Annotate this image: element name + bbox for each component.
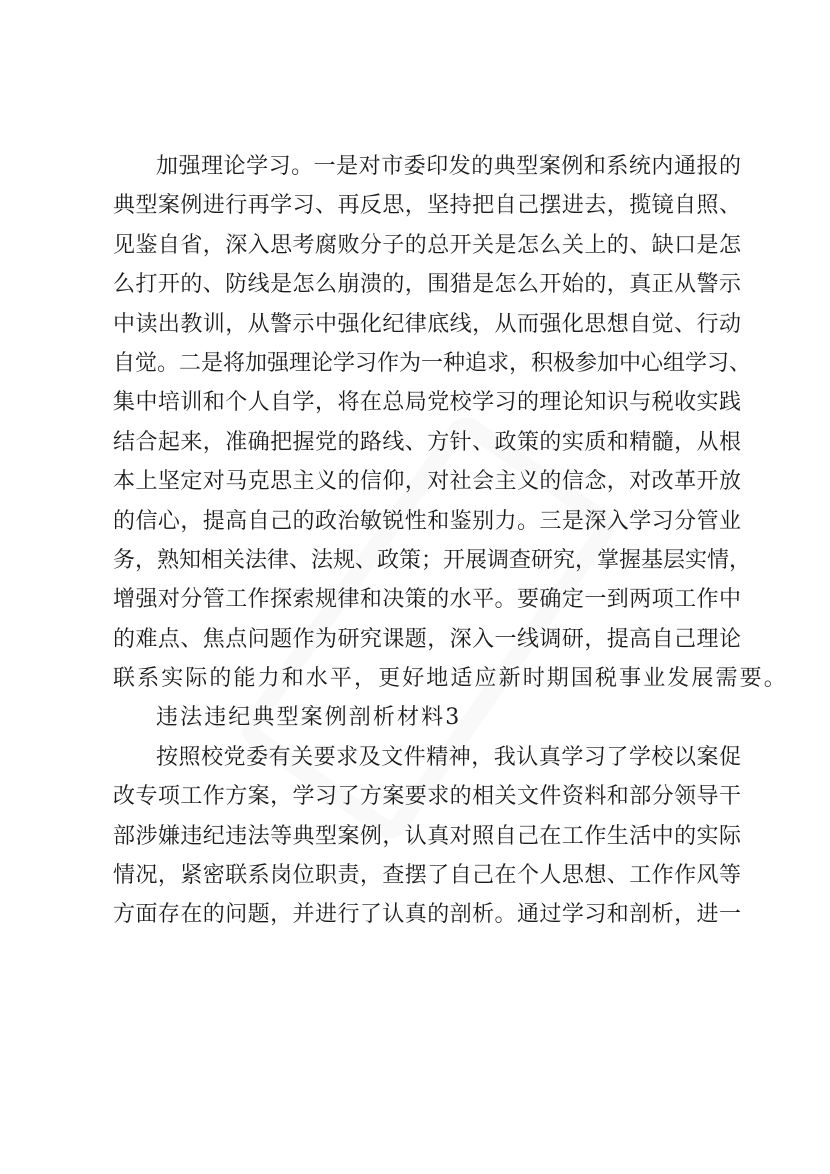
paragraph-line: 集中培训和个人自学，将在总局党校学习的理论知识与税收实践 <box>113 390 741 416</box>
paragraph-line: 自觉。二是将加强理论学习作为一种追求，积极参加中心组学习、 <box>113 350 752 376</box>
paragraph-line: 么打开的、防线是怎么崩溃的，围猎是怎么开始的，真正从警示 <box>113 272 741 298</box>
paragraph-line: 部涉嫌违纪违法等典型案例，认真对照自己在工作生活中的实际 <box>113 823 741 849</box>
paragraph-line: 的难点、焦点问题作为研究课题，深入一线调研，提高自己理论 <box>113 626 741 652</box>
section-heading: 违法违纪典型案例剖析材料3 <box>156 705 462 731</box>
paragraph-line: 情况，紧密联系岗位职责，查摆了自己在个人思想、工作作风等 <box>113 863 741 889</box>
paragraph-line: 中读出教训，从警示中强化纪律底线，从而强化思想自觉、行动 <box>113 311 741 337</box>
paragraph-line: 见鉴自省，深入思考腐败分子的总开关是怎么关上的、缺口是怎 <box>113 232 741 258</box>
paragraph-line: 典型案例进行再学习、再反思，坚持把自己摆进去，揽镜自照、 <box>113 193 741 219</box>
paragraph-line: 增强对分管工作探索规律和决策的水平。要确定一到两项工作中 <box>113 587 741 613</box>
paragraph-line: 本上坚定对马克思主义的信仰，对社会主义的信念，对改革开放 <box>113 469 741 495</box>
paragraph-line: 结合起来，准确把握党的路线、方针、政策的实质和精髓，从根 <box>113 429 741 455</box>
paragraph-line: 的信心，提高自己的政治敏锐性和鉴别力。三是深入学习分管业 <box>113 508 741 534</box>
paragraph-line: 联系实际的能力和水平，更好地适应新时期国税事业发展需要。 <box>113 666 788 692</box>
document-page <box>113 147 788 935</box>
paragraph-line: 方面存在的问题，并进行了认真的剖析。通过学习和剖析，进一 <box>113 902 741 928</box>
paragraph-line: 改专项工作方案，学习了方案要求的相关文件资料和部分领导干 <box>113 784 741 810</box>
paragraph-line: 加强理论学习。一是对市委印发的典型案例和系统内通报的 <box>156 154 741 179</box>
paragraph-line: 务，熟知相关法律、法规、政策；开展调查研究，掌握基层实情， <box>113 547 752 573</box>
paragraph-line: 按照校党委有关要求及文件精神，我认真学习了学校以案促 <box>156 744 741 770</box>
